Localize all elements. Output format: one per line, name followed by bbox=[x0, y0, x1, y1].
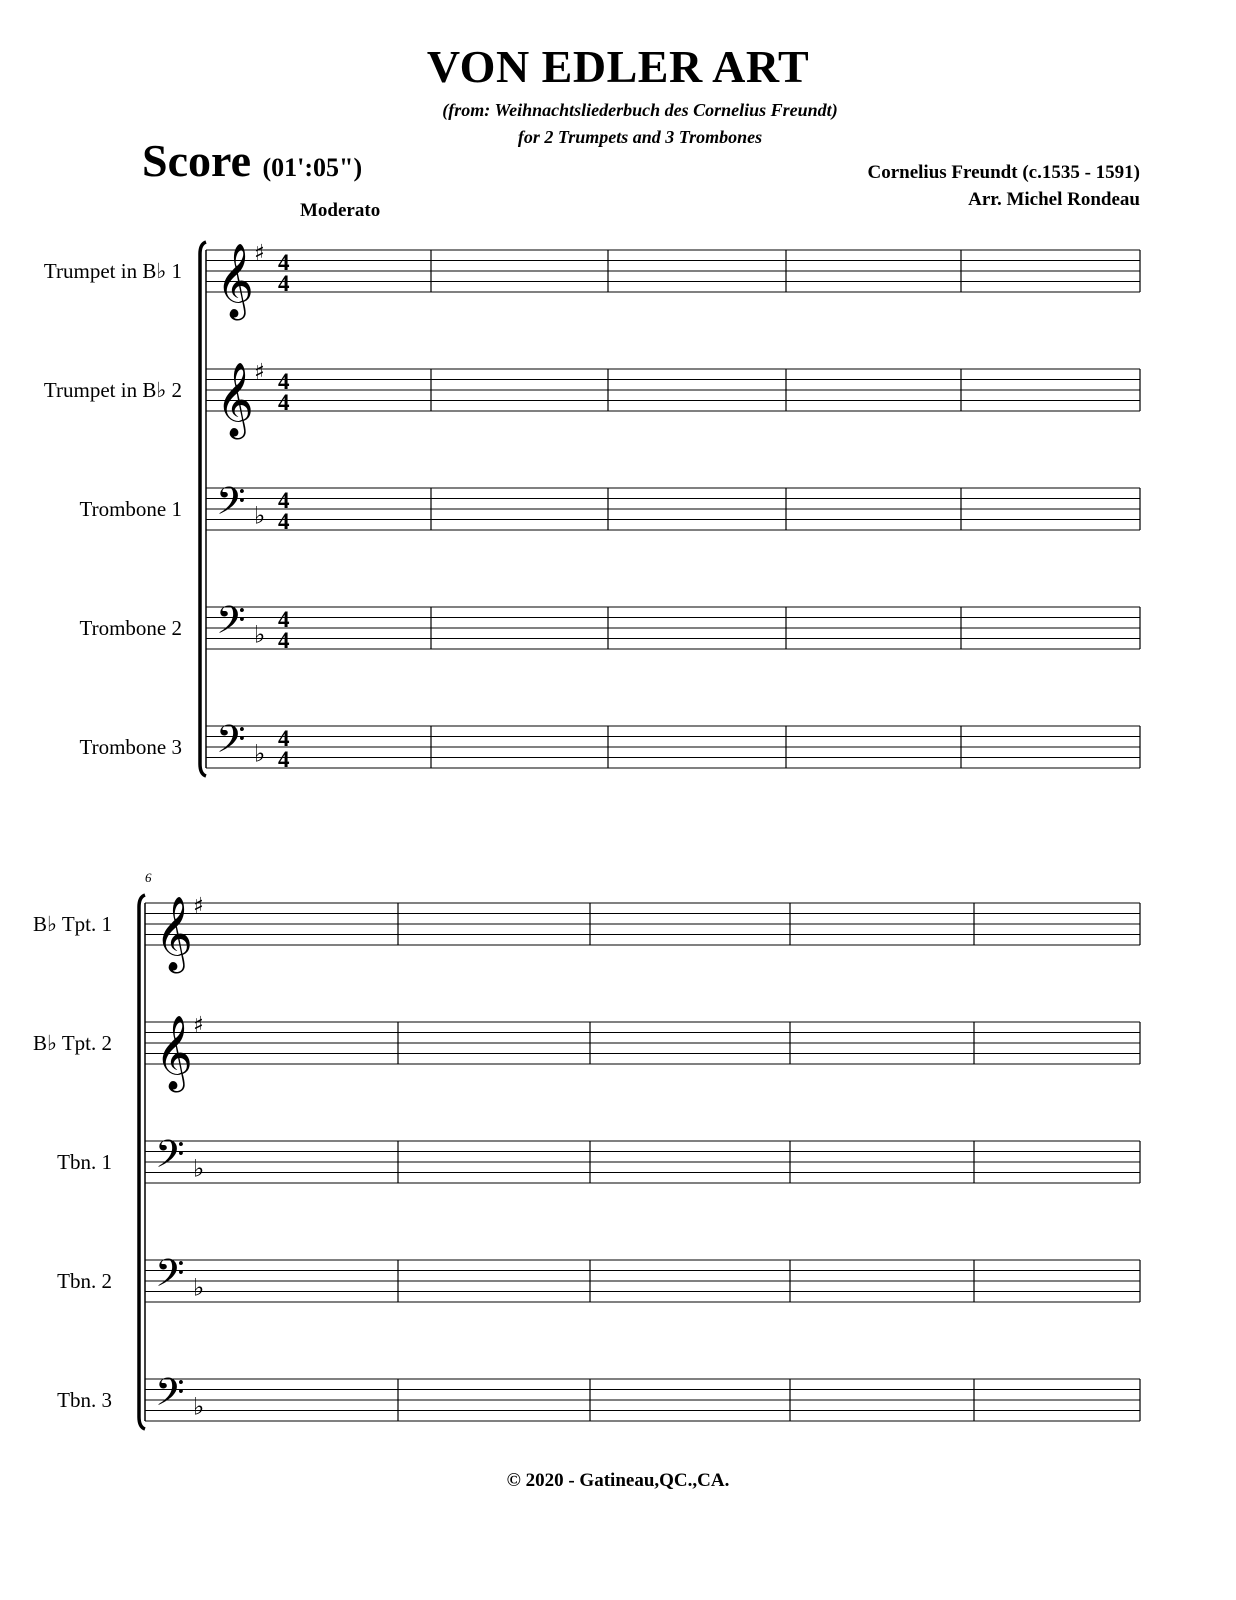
time-signature-numerator: 4 bbox=[278, 607, 290, 632]
time-signature-numerator: 4 bbox=[278, 369, 290, 394]
staff-label-tbn-2: Tbn. 2 bbox=[57, 1269, 112, 1293]
staff-label-tpt-2: B♭ Tpt. 2 bbox=[33, 1031, 112, 1055]
staff-label-tpt-1: B♭ Tpt. 1 bbox=[33, 912, 112, 936]
bass-clef-icon: 𝄢 bbox=[216, 478, 246, 533]
sharp-key-icon: ♯ bbox=[193, 894, 204, 919]
subtitle-source: (from: Weihnachtsliederbuch des Cornelius Freundt) bbox=[442, 100, 838, 120]
staff-label-tbn-1: Tbn. 1 bbox=[57, 1150, 112, 1174]
staff-label-trumpet-2: Trumpet in B♭ 2 bbox=[43, 378, 182, 402]
bass-clef-icon: 𝄢 bbox=[155, 1369, 185, 1424]
arranger-credit: Arr. Michel Rondeau bbox=[968, 189, 1140, 210]
treble-clef-icon: 𝄞 bbox=[155, 897, 193, 971]
bass-clef-icon: 𝄢 bbox=[155, 1250, 185, 1305]
composer-credit: Cornelius Freundt (c.1535 - 1591) bbox=[867, 162, 1140, 183]
measure-number: 6 bbox=[145, 870, 152, 885]
sharp-key-icon: ♯ bbox=[254, 241, 265, 266]
flat-key-icon: ♭ bbox=[254, 739, 266, 768]
time-signature-denominator: 4 bbox=[278, 390, 290, 415]
treble-clef-icon: 𝄞 bbox=[216, 244, 254, 318]
time-signature-numerator: 4 bbox=[278, 726, 290, 751]
staff bbox=[145, 1132, 1140, 1186]
copyright-footer: © 2020 - Gatineau,QC.,CA. bbox=[506, 1470, 730, 1491]
flat-key-icon: ♭ bbox=[193, 1154, 205, 1183]
staff-label-trumpet-1: Trumpet in B♭ 1 bbox=[43, 259, 182, 283]
score-title: VON EDLER ART bbox=[426, 41, 810, 92]
bass-clef-icon: 𝄢 bbox=[216, 716, 246, 771]
flat-key-icon: ♭ bbox=[254, 620, 266, 649]
staff-label-trombone-2: Trombone 2 bbox=[79, 616, 182, 640]
bass-clef-icon: 𝄢 bbox=[155, 1131, 185, 1186]
score-duration: (01':05") bbox=[262, 153, 363, 182]
system-1 bbox=[200, 241, 1140, 776]
bass-clef-icon: 𝄢 bbox=[216, 597, 246, 652]
staff-label-tbn-3: Tbn. 3 bbox=[57, 1388, 112, 1412]
time-signature-denominator: 4 bbox=[278, 747, 290, 772]
sharp-key-icon: ♯ bbox=[254, 360, 265, 385]
time-signature-denominator: 4 bbox=[278, 509, 290, 534]
staff bbox=[206, 241, 1140, 321]
staff bbox=[145, 894, 1140, 974]
system-bracket bbox=[200, 242, 206, 776]
staff-label-trombone-3: Trombone 3 bbox=[79, 735, 182, 759]
score-label: Score bbox=[142, 135, 252, 186]
treble-clef-icon: 𝄞 bbox=[155, 1016, 193, 1090]
tempo-marking: Moderato bbox=[300, 200, 381, 221]
staff bbox=[206, 717, 1140, 773]
system-bracket bbox=[139, 895, 145, 1429]
staff-label-trombone-1: Trombone 1 bbox=[79, 497, 182, 521]
staff bbox=[145, 1370, 1140, 1424]
flat-key-icon: ♭ bbox=[193, 1273, 205, 1302]
staff bbox=[206, 598, 1140, 654]
staff bbox=[206, 360, 1140, 440]
treble-clef-icon: 𝄞 bbox=[216, 363, 254, 437]
staff bbox=[145, 1251, 1140, 1305]
subtitle-scoring: for 2 Trumpets and 3 Trombones bbox=[517, 127, 763, 147]
staff bbox=[206, 479, 1140, 535]
flat-key-icon: ♭ bbox=[254, 501, 266, 530]
system-2 bbox=[139, 894, 1140, 1429]
time-signature-numerator: 4 bbox=[278, 250, 290, 275]
flat-key-icon: ♭ bbox=[193, 1392, 205, 1421]
time-signature-denominator: 4 bbox=[278, 271, 290, 296]
time-signature-denominator: 4 bbox=[278, 628, 290, 653]
sharp-key-icon: ♯ bbox=[193, 1013, 204, 1038]
time-signature-numerator: 4 bbox=[278, 488, 290, 513]
staff bbox=[145, 1013, 1140, 1093]
